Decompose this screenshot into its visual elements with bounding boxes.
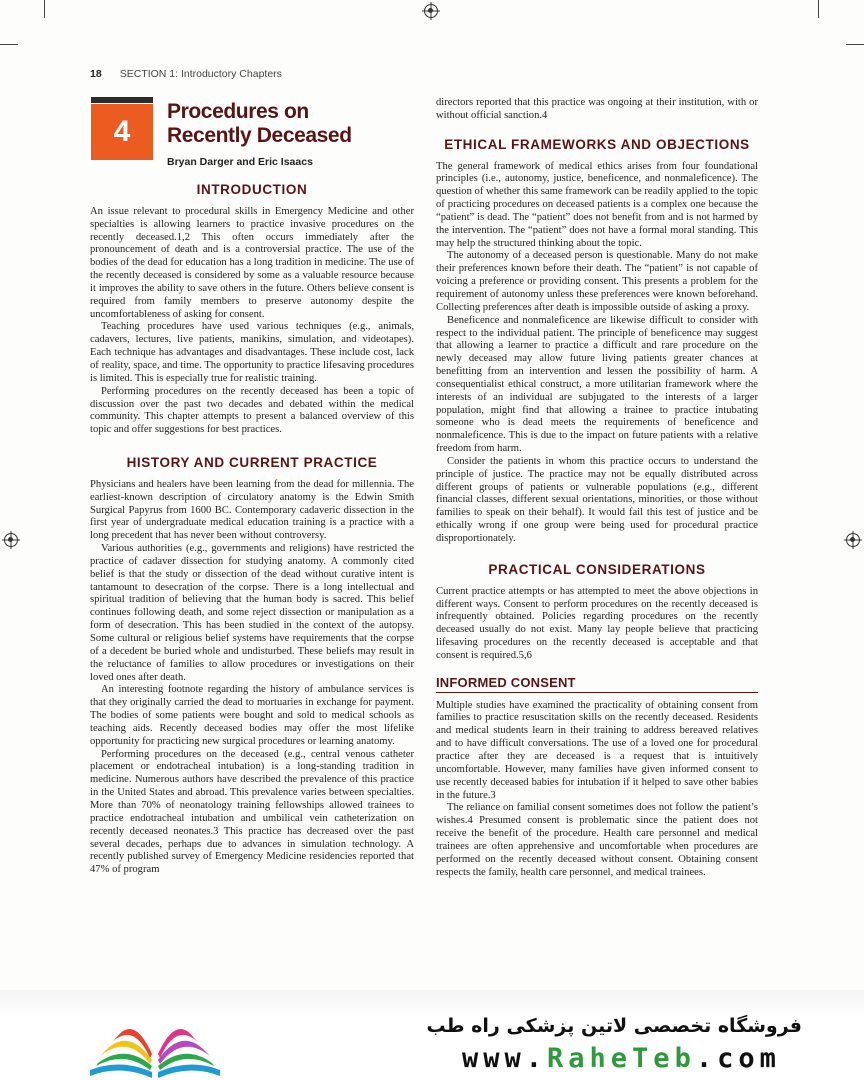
left-column (90, 184, 414, 877)
chapter-title: Procedures on Recently Deceased (167, 100, 352, 147)
store-name: فروشگاه تخصصی لاتین پزشکی راه طب (426, 1015, 802, 1037)
book-logo-icon (80, 1008, 230, 1080)
paragraph: directors reported that this practice was ongoing at their institution, with or without official sanction.4 (436, 97, 758, 121)
paragraph: The reliance on familial consent sometimes does not follow the patient’s wishes.4 Presumed consent is problematic since the patient does not receive the benefit of the procedure. Health care personnel and medical trainees are often apprehensive and uncomfortable when procedures are performed on the recently deceased without consent. Obtaining consent respects the family, health care personnel, and medical trainees. (436, 802, 758, 878)
paragraph: The autonomy of a deceased person is questionable. Many do not make their preferences known before their death. The “patient” is not capable of voicing a preference or providing consent. This presents a problem for the requirement of autonomy unless these preferences were known beforehand. Collecting preferences after death is impossible outside of asking a proxy. (436, 250, 758, 313)
heading-informed-consent: INFORMED CONSENT (436, 677, 758, 693)
crop-mark (44, 0, 45, 18)
registration-mark-icon (846, 533, 860, 547)
chapter-authors: Bryan Darger and Eric Isaacs (167, 156, 313, 168)
paragraph: The general framework of medical ethics arises from four foundational principles (i.e., autonomy, justice, beneficence, and nonmaleficence). The question of whether this same framework can be readily applied to the topic of practicing procedures on deceased patients is a complex one because the “patient” is dead. The “patient” does not benefit from and is not harmed by the intervention. The “patient” does not have a formal moral standing. This may help the structured thinking about the topic. (436, 160, 758, 249)
crop-mark (0, 44, 18, 45)
heading-history: HISTORY AND CURRENT PRACTICE (126, 455, 378, 471)
registration-mark-icon (4, 533, 18, 547)
url-prefix: www. (462, 1043, 548, 1074)
right-column (436, 97, 758, 879)
heading-introduction: INTRODUCTION (196, 182, 308, 197)
crop-mark (818, 0, 819, 18)
chapter-bar (91, 97, 153, 103)
paragraph: An interesting footnote regarding the history of ambulance services is that they originally carried the dead to mortuaries in exchange for payment. The bodies of some patients were bought and sold to medical schools as teaching aids. Recently deceased bodies may offer the most lifelike opportunity for practicing new surgical procedures or learning anatomy. (90, 684, 414, 747)
section-title: SECTION 1: Introductory Chapters (119, 68, 282, 80)
heading-practical: PRACTICAL CONSIDERATIONS (488, 561, 706, 577)
paragraph: Consider the patients in whom this practice occurs to understand the principle of justice. The practice may not be equally distributed across different groups of patients or vulnerable populations (e.g., different financial classes, different sexual orientations, minorities, or those without families to speak on their behalf). It would fail this test of justice and be ethically wrong if one group were being used for procedural practice disproportionately. (436, 455, 758, 544)
paragraph: Multiple studies have examined the practicality of obtaining consent from families to practice resuscitation skills on the recently deceased. Residents and medical students learn in their training to address bereaved relatives and to have difficult conversations. The use of a loved one for procedural practice after they are deceased is a request that is intuitively uncomfortable. However, many families have given informed consent to use recently deceased babies for intubation if it helped to save other babies in the future.3 (436, 699, 758, 801)
paragraph: Various authorities (e.g., governments and religions) have restricted the practice of cadaver dissection for studying anatomy. A commonly cited belief is that the study or dissection of the dead without curative intent is tantamount to desecration of the corpse. There is a long intellectual and spiritual tradition of believing that the human body is sacred. This belief continues following death, and some reject dissection or manipulation as a form of desecration. This has been studied in the context of the autopsy. Some cultural or religious belief systems have requirements that the corpse of a decedent be buried whole and undisturbed. These beliefs may result in the reluctance of families to allow procedures or investigations on their loved ones after death. (90, 543, 414, 683)
url-suffix: .com (695, 1043, 781, 1074)
running-header (90, 68, 282, 80)
paragraph: Physicians and healers have been learning from the dead for millennia. The earliest-known description of circulatory anatomy is the Edwin Smith Surgical Papyrus from 1600 BC. Contemporary cadaveric dissection in the first year of undergraduate medical education training is a practice with a long precedent that has never been without controversy. (90, 478, 414, 542)
paragraph: Performing procedures on the recently deceased has been a topic of discussion over the past two decades and debated within the medical community. This chapter attempts to present a balanced overview of this topic and offer suggestions for best practices. (90, 385, 414, 436)
paragraph: An issue relevant to procedural skills in Emergency Medicine and other specialties is allowing learners to practice invasive procedures on the recently deceased.1,2 This often occurs immediately after the pronouncement of death and is a controversial practice. The use of the bodies of the dead for education has a long tradition in medicine. The use of the recently deceased is considered by some as a valuable resource because it improves the ability to save others in the future. Others believe consent is required from family members to preserve autonomy despite the uncomfortableness of asking for consent. (90, 205, 414, 320)
url-brand: RaheTeb (547, 1043, 696, 1074)
paragraph: Performing procedures on the deceased (e.g., central venous catheter placement or endotracheal intubation) is a long-standing tradition in medicine. Numerous authors have described the prevalence of this practice in the United States and abroad. This prevalence varies between specialties. More than 70% of neonatology training fellowships allowed trainees to practice endotracheal intubation and umbilical vein catheterization on recently deceased neonates.3 This practice has decreased over the past several decades, perhaps due to advances in simulation technology. A recently published survey of Emergency Medicine residencies reported that 47% of program (90, 748, 414, 876)
paragraph: Teaching procedures have used various techniques (e.g., animals, cadavers, lectures, live patients, manikins, simulation, and videotapes). Each technique has advantages and disadvantages. These include cost, lack of reality, space, and time. The opportunity to practice lifesaving procedures is limited. This is especially true for realistic training. (90, 321, 414, 384)
page-number: 18 (90, 68, 102, 80)
chapter-number: 4 (91, 104, 153, 160)
paragraph: Beneficence and nonmaleficence are likewise difficult to consider with respect to the individual patient. The principle of beneficence may suggest that allowing a learner to practice a difficult and rare procedure on the newly deceased may allow future living patients greater chances at benefitting from an intervention and lessen the possibility of harm. A consequentialist ethical construct, a more utilitarian framework where the interests of an individual are subjugated to the interests of a larger population, might find that allowing a trainee to practice intubating someone who is dead meets the requirements of beneficence and nonmaleficence. This is due to the impact on future patients with a relative freedom from harm. (436, 314, 758, 455)
registration-mark-icon (424, 4, 438, 18)
heading-ethics: ETHICAL FRAMEWORKS AND OBJECTIONS (444, 136, 750, 152)
paragraph: Current practice attempts or has attempted to meet the above objections in different ways. Consent to perform procedures on the recently deceased is infrequently obtained. Policies regarding procedures on the recently deceased usually do not exist. Many lay people believe that practicing lifesaving procedures on the recently deceased is acceptable and that consent is required.5,6 (436, 585, 758, 661)
crop-mark (846, 44, 864, 45)
store-url (462, 1043, 781, 1074)
